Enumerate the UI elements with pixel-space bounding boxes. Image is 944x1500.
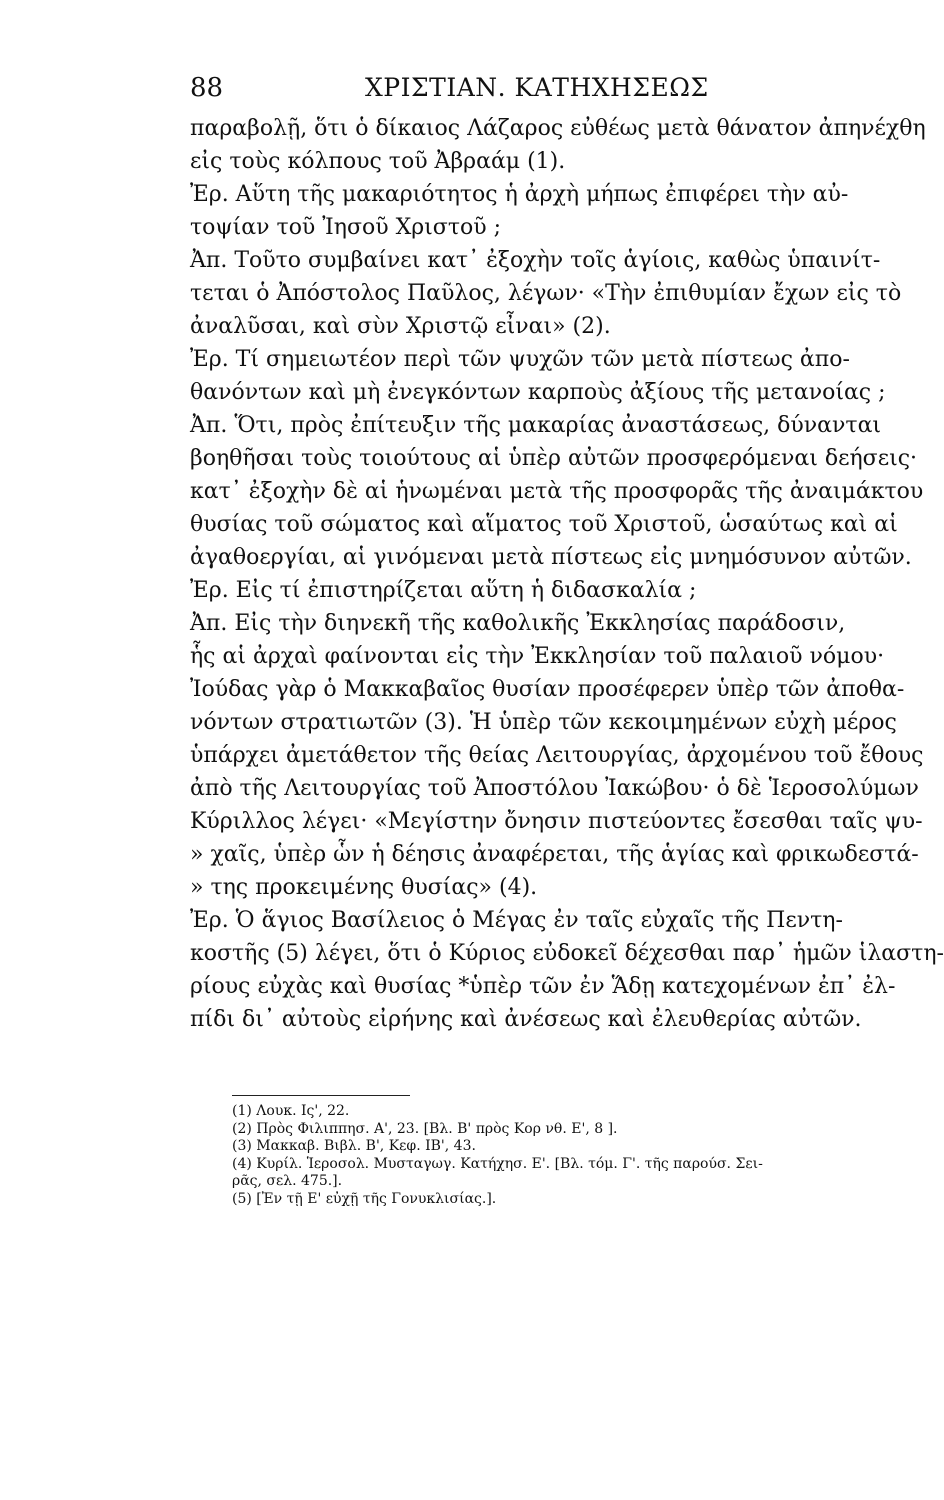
text-line: ὑπάρχει ἀμετάθετον τῆς θείας Λειτουργίας, ἀρχομένου τοῦ ἔθους — [190, 743, 924, 768]
text-line: ἧς αἱ ἀρχαὶ φαίνονται εἰς τὴν Ἐκκλησίαν τοῦ παλαιοῦ νόμου· — [190, 644, 885, 669]
footnotes — [232, 1103, 852, 1208]
text-line: κοστῆς (5) λέγει, ὅτι ὁ Κύριος εὐδοκεῖ δέχεσθαι παρ᾽ ἡμῶν ἱλαστη- — [190, 941, 944, 966]
text-line: Ἐρ. Ὁ ἅγιος Βασίλειος ὁ Μέγας ἐν ταῖς εὐχαῖς τῆς Πεντη- — [190, 908, 843, 933]
text-line: Ἀπ. Εἰς τὴν διηνεκῆ τῆς καθολικῆς Ἐκκλησίας παράδοσιν, — [190, 611, 846, 636]
text-line: ρίους εὐχὰς καὶ θυσίας *ὑπὲρ τῶν ἐν Ἅδῃ κατεχομένων ἐπ᾽ ἐλ- — [190, 974, 896, 999]
footnote: ρᾶς, σελ. 475.]. — [232, 1173, 343, 1189]
text-line: ἀγαθοεργίαι, αἱ γινόμεναι μετὰ πίστεως εἰς μνημόσυνον αὐτῶν. — [190, 545, 912, 570]
text-line: θανόντων καὶ μὴ ἐνεγκόντων καρποὺς ἀξίους τῆς μετανοίας ; — [190, 380, 886, 405]
text-line: Ἐρ. Αὕτη τῆς μακαριότητος ἡ ἀρχὴ μήπως ἐπιφέρει τὴν αὐ- — [190, 182, 849, 207]
text-line: τοψίαν τοῦ Ἰησοῦ Χριστοῦ ; — [190, 215, 502, 240]
text-line: Κύριλλος λέγει· «Μεγίστην ὄνησιν πιστεύοντες ἔσεσθαι ταῖς ψυ- — [190, 809, 923, 834]
page-header — [190, 70, 850, 106]
text-line: Ἀπ. Ὅτι, πρὸς ἐπίτευξιν τῆς μακαρίας ἀναστάσεως, δύνανται — [190, 413, 882, 438]
text-line: » χαῖς, ὑπὲρ ὧν ἡ δέησις ἀναφέρεται, τῆς ἁγίας καὶ φρικωδεστά- — [190, 842, 919, 867]
text-line: κατ᾽ ἐξοχὴν δὲ αἱ ἡνωμέναι μετὰ τῆς προσφορᾶς τῆς ἀναιμάκτου — [190, 479, 924, 504]
text-line: ἀπὸ τῆς Λειτουργίας τοῦ Ἀποστόλου Ἰακώβου· ὁ δὲ Ἱεροσολύμων — [190, 776, 919, 801]
text-line: νόντων στρατιωτῶν (3). Ἡ ὑπὲρ τῶν κεκοιμημένων εὐχὴ μέρος — [190, 710, 897, 735]
text-line: Ἰούδας γὰρ ὁ Μακκαβαῖος θυσίαν προσέφερεν ὑπὲρ τῶν ἀποθα- — [190, 677, 905, 702]
text-line: βοηθῆσαι τοὺς τοιούτους αἱ ὑπὲρ αὐτῶν προσφερόμεναι δεήσεις· — [190, 446, 918, 471]
footnote: (2) Πρὸς Φιλιππησ. Α', 23. [Βλ. Β' πρὸς Κορ νθ. Ε', 8 ]. — [232, 1120, 618, 1137]
footnote: (5) [Ἐν τῇ Ε' εὐχῇ τῆς Γονυκλισίας.]. — [232, 1190, 497, 1207]
text-line: Ἐρ. Τί σημειωτέον περὶ τῶν ψυχῶν τῶν μετὰ πίστεως ἀπο- — [190, 347, 850, 372]
text-line: εἰς τοὺς κόλπους τοῦ Ἀβραάμ (1). — [190, 149, 566, 174]
text-line: παραβολῇ, ὅτι ὁ δίκαιος Λάζαρος εὐθέως μετὰ θάνατον ἀπηνέχθη — [190, 116, 926, 141]
footnote-divider — [232, 1095, 410, 1096]
main-text — [190, 112, 944, 1036]
running-head: ΧΡΙΣΤΙΑΝ. ΚΑΤΗΧΗΣΕΩΣ — [365, 73, 709, 102]
text-line: ἀναλῦσαι, καὶ σὺν Χριστῷ εἶναι» (2). — [190, 314, 611, 339]
text-line: Ἐρ. Εἰς τί ἐπιστηρίζεται αὕτη ἡ διδασκαλία ; — [190, 578, 697, 603]
footnote: (3) Μακκαβ. Βιβλ. Β', Κεφ. ΙΒ', 43. — [232, 1138, 476, 1154]
footnote: (4) Κυρίλ. Ἱεροσολ. Μυσταγωγ. Κατήχησ. Ε'. [Βλ. τόμ. Γ'. τῆς παρούσ. Σει- — [232, 1155, 763, 1172]
text-line: Ἀπ. Τοῦτο συμβαίνει κατ᾽ ἐξοχὴν τοῖς ἁγίοις, καθὼς ὑπαινίτ- — [190, 248, 881, 273]
page-number: 88 — [190, 73, 224, 103]
text-line: πίδι δι᾽ αὐτοὺς εἰρήνης καὶ ἀνέσεως καὶ ἐλευθερίας αὐτῶν. — [190, 1007, 862, 1032]
text-line: τεται ὁ Ἀπόστολος Παῦλος, λέγων· «Τὴν ἐπιθυμίαν ἔχων εἰς τὸ — [190, 281, 902, 306]
footnote: (1) Λουκ. Ις', 22. — [232, 1103, 350, 1119]
text-line: » της προκειμένης θυσίας» (4). — [190, 875, 538, 900]
text-line: θυσίας τοῦ σώματος καὶ αἵματος τοῦ Χριστοῦ, ὡσαύτως καὶ αἱ — [190, 512, 898, 537]
